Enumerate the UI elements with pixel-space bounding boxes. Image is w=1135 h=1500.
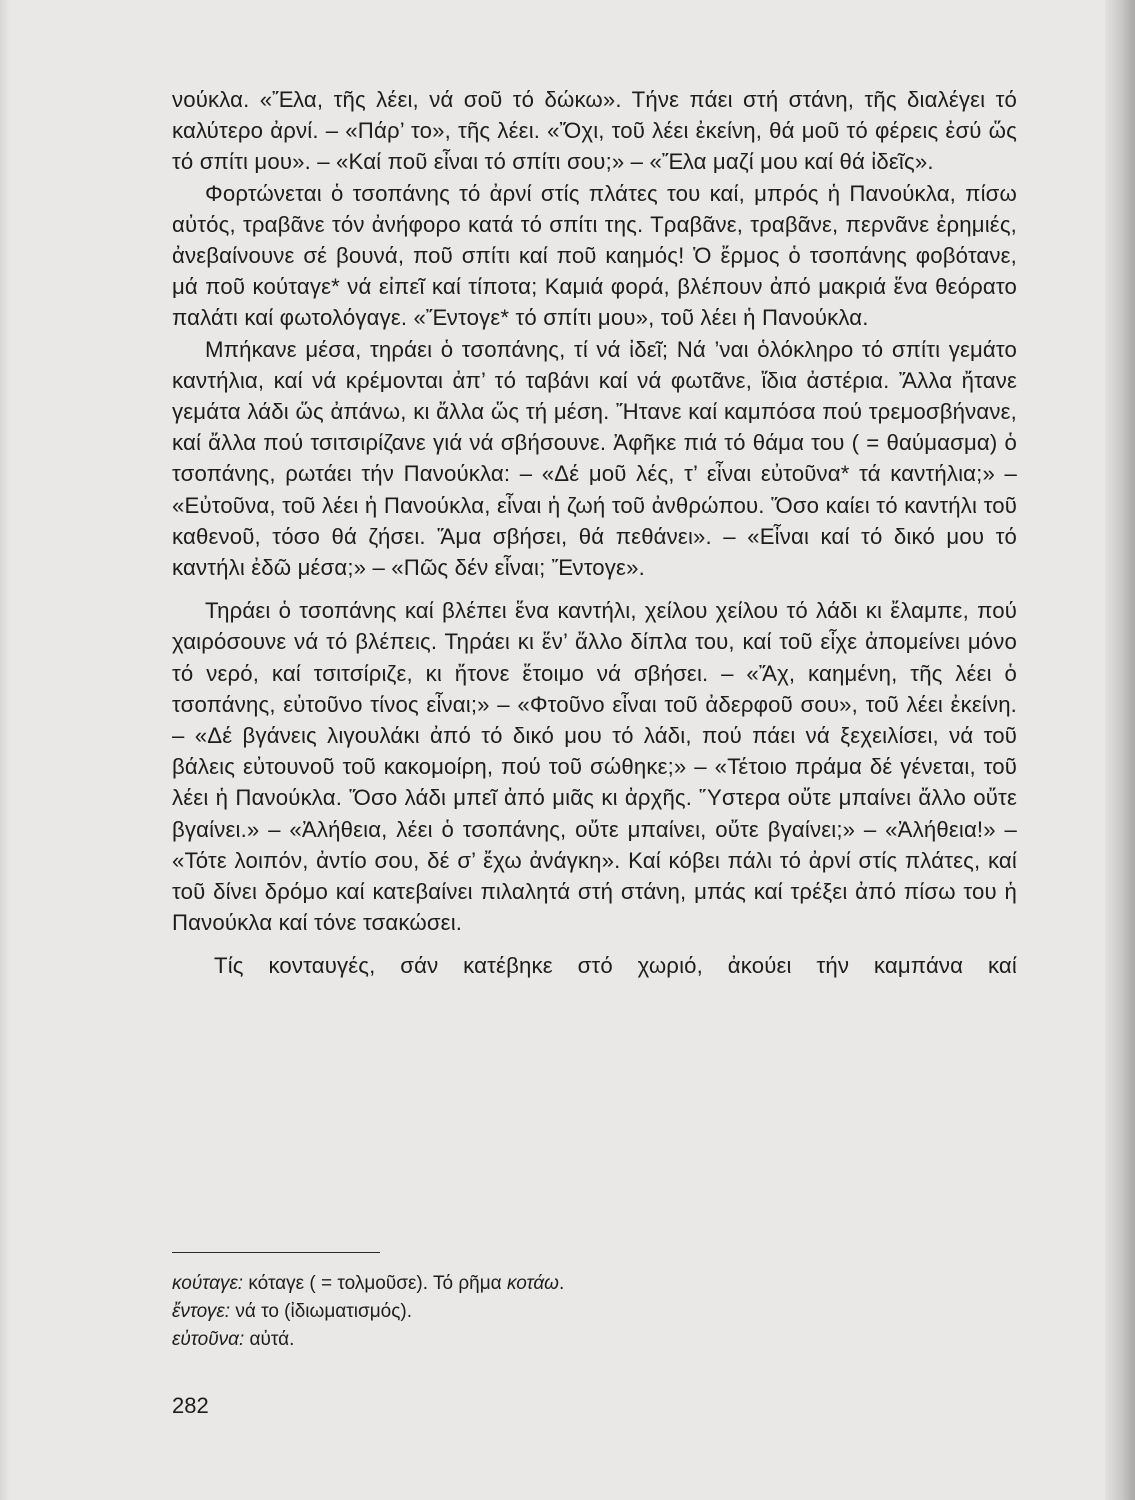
paragraph-4: Τηράει ὁ τσοπάνης καί βλέπει ἕνα καντήλι, χείλου χείλου τό λάδι κι ἔλαμπε, πού χαιρόσουνε νά τό βλέπεις. Τηράει κι ἕν’ ἄλλο δίπλα του, καί τοῦ εἶχε ἀπομείνει μόνο τό νερό, καί τσιτσίριζε, κι ἤτονε ἕτοιμο νά σβήσει. – «Ἄχ, καημένη, τῆς λέει ὁ τσοπάνης, εὐτοῦνο τίνος εἶναι;» – «Φτοῦνο εἶναι τοῦ ἀδερφοῦ σου», τοῦ λέει ἐκείνη. – «Δέ βγάνεις λιγουλάκι ἀπό τό δικό μου τό λάδι, πού πάει νά ξεχειλίσει, νά τοῦ βάλεις εὐτουνοῦ τοῦ κακομοίρη, πού τοῦ σώθηκε;» – «Τέτοιο πράμα δέ γένεται, τοῦ λέει ἡ Πανούκλα. Ὅσο λάδι μπεῖ ἀπό μιᾶς κι ἀρχῆς. Ὕστερα οὔτε μπαίνει ἄλλο οὔτε βγαίνει.» – «Ἀλήθεια, λέει ὁ τσοπάνης, οὔτε μπαίνει, οὔτε βγαίνει;» – «Ἀλήθεια!» – «Τότε λοιπόν, ἀντίο σου, δέ σ’ ἔχω ἀνάγκη». Καί κόβει πάλι τό ἀρνί στίς πλάτες, καί τοῦ δίνει δρόμο καί κατεβαίνει πιλαλητά στή στάνη, μπάς καί τρέξει ἀπό πίσω του ἡ Πανούκλα καί τόνε τσακώσει. — [172, 598, 1017, 936]
body-text — [172, 84, 1017, 982]
footnote-term: ἔντογε: — [172, 1301, 231, 1322]
footnote-text: νά το (ἰδιωματισμός). — [230, 1301, 413, 1322]
footnote-text-end: . — [558, 1273, 565, 1294]
page-number: 282 — [172, 1393, 209, 1418]
footnotes — [172, 1270, 972, 1354]
footnote-term: κούταγε: — [172, 1273, 244, 1294]
footnote-2 — [172, 1298, 972, 1326]
footnote-3 — [172, 1326, 972, 1354]
page-edge-shadow — [1105, 0, 1135, 1500]
footnote-italic: κοτάω — [506, 1273, 559, 1294]
paragraph-1: νούκλα. «Ἔλα, τῆς λέει, νά σοῦ τό δώκω». Τήνε πάει στή στάνη, τῆς διαλέγει τό καλύτερο ἀρνί. – «Πάρ’ το», τῆς λέει. «Ὄχι, τοῦ λέει ἐκείνη, θά μοῦ τό φέρεις ἐσύ ὥς τό σπίτι μου». – «Καί ποῦ εἶναι τό σπίτι σου;» – «Ἔλα μαζί μου καί θά ἰδεῖς». — [172, 87, 1017, 175]
footnote-divider — [172, 1252, 380, 1253]
footnote-term: εὐτοῦνα: — [172, 1329, 245, 1350]
footnote-text: κόταγε ( = τολμοῦσε). Τό ρῆμα — [243, 1273, 507, 1294]
page-gutter-shadow — [0, 0, 10, 1500]
paragraph-2: Φορτώνεται ὁ τσοπάνης τό ἀρνί στίς πλάτες του καί, μπρός ἡ Πανούκλα, πίσω αὐτός, τραβᾶνε τόν ἀνήφορο κατά τό σπίτι της. Τραβᾶνε, τραβᾶνε, περνᾶνε ἐρημιές, ἀνεβαίνουνε σέ βουνά, ποῦ σπίτι καί ποῦ καημός! Ὁ ἔρμος ὁ τσοπάνης φοβότανε, μά ποῦ κούταγε* νά εἰπεῖ καί τίποτα; Καμιά φορά, βλέπουν ἀπό μακριά ἕνα θεόρατο παλάτι καί φωτολόγαγε. «Ἔντογε* τό σπίτι μου», τοῦ λέει ἡ Πανούκλα. — [172, 180, 1017, 331]
paragraph-3: Μπήκανε μέσα, τηράει ὁ τσοπάνης, τί νά ἰδεῖ; Νά ’ναι ὁλόκληρο τό σπίτι γεμάτο καντήλια, καί νά κρέμονται ἀπ’ τό ταβάνι καί νά φωτᾶνε, ἴδια ἀστέρια. Ἄλλα ἤτανε γεμάτα λάδι ὥς ἀπάνω, κι ἄλλα ὥς τή μέση. Ἤτανε καί καμπόσα πού τρεμοσβήνανε, καί ἄλλα πού τσιτσιρίζανε γιά νά σβήσουνε. Ἀφῆκε πιά τό θάμα του ( = θαύμασμα) ὁ τσοπάνης, ρωτάει τήν Πανούκλα: – «Δέ μοῦ λές, τ’ εἶναι εὐτοῦνα* τά καντήλια;» – «Εὐτοῦνα, τοῦ λέει ἡ Πανούκλα, εἶναι ἡ ζωή τοῦ ἀνθρώπου. Ὅσο καίει τό καντήλι τοῦ καθενοῦ, τόσο θά ζήσει. Ἅμα σβήσει, θά πεθάνει». – «Εἶναι καί τό δικό μου τό καντήλι ἐδῶ μέσα;» – «Πῶς δέν εἶναι; Ἔντογε». — [172, 336, 1017, 581]
footnote-text: αὐτά. — [244, 1329, 295, 1350]
footnote-1 — [172, 1270, 972, 1298]
paragraph-5: Τίς κονταυγές, σάν κατέβηκε στό χωριό, ἀκούει τήν καμπάνα καί — [214, 953, 1017, 979]
